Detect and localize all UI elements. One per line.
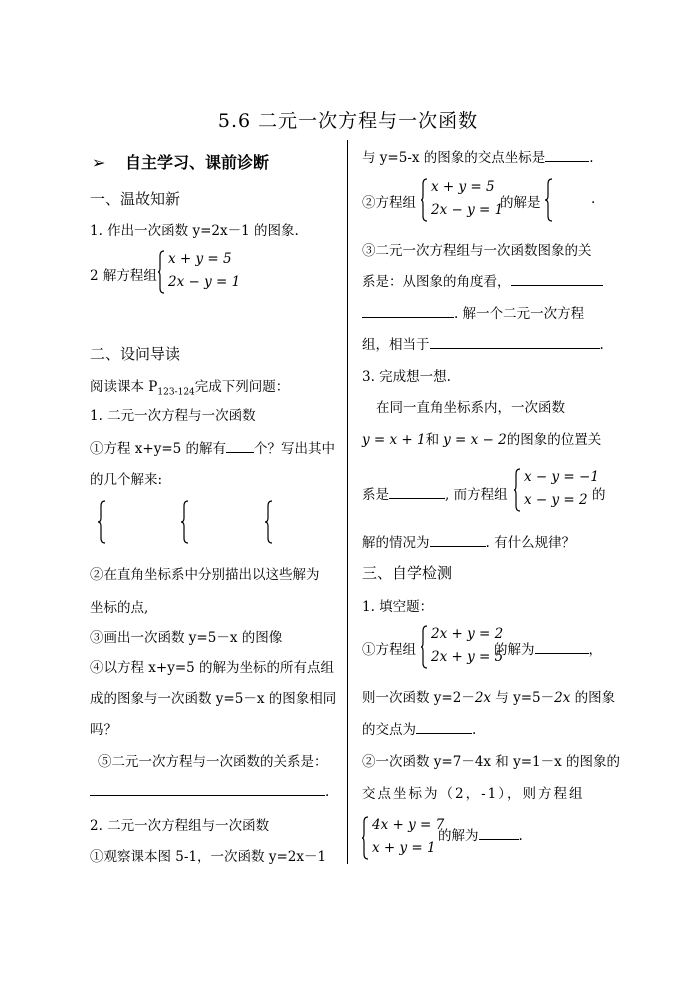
- right-item-5: 在同一直角坐标系内，一次函数: [376, 400, 565, 416]
- right-item-3-cont: 组，相当于 .: [362, 333, 604, 353]
- brace-icon: [98, 500, 106, 544]
- item-5-answer: .: [90, 781, 329, 800]
- equation-system-r2: [421, 178, 504, 222]
- item-2: ②在直角坐标系中分别描出以这些解为: [90, 567, 320, 583]
- equation-line: 2x + y = 2: [431, 626, 504, 642]
- part-1-title: 1. 二元一次方程与一次函数: [90, 408, 256, 424]
- equation-line: x + y = 5: [168, 251, 232, 267]
- item-4: ④以方程 x+y=5 的解为坐标的所有点组: [90, 660, 335, 676]
- brace-icon: [421, 178, 428, 222]
- right-item-2-prefix: ②方程组: [362, 195, 416, 211]
- answer-blank[interactable]: [511, 271, 603, 286]
- brace-icon: [158, 250, 165, 294]
- item-4-cont: 吗？: [90, 722, 117, 738]
- equation-line: x − y = 2: [524, 492, 588, 508]
- answer-blank[interactable]: [362, 303, 454, 318]
- brace-icon: [181, 500, 189, 544]
- item-3: ③画出一次函数 y=5－x 的图像: [90, 630, 283, 646]
- section-review: 一、温故知新: [90, 190, 181, 208]
- heading-text: 自主学习、课前诊断: [124, 153, 269, 172]
- section-guided-reading: 二、设问导读: [90, 345, 181, 363]
- right-item-7-prefix: ①方程组: [362, 642, 416, 658]
- right-item-3: ③二元一次方程组与一次函数图象的关: [362, 243, 592, 259]
- brace-icon: [362, 816, 369, 860]
- item-1-cont: 的几个解来:: [90, 472, 163, 488]
- equation-system-r7: [421, 625, 504, 669]
- right-item-1: 与 y=5-x 的图象的交点坐标是 .: [362, 146, 594, 166]
- equation-system-r10: [362, 816, 445, 860]
- answer-blank[interactable]: [90, 781, 325, 796]
- equation-system-q2: [158, 250, 268, 294]
- brace-icon: [421, 625, 428, 669]
- fill-in-title: 1. 填空题：: [362, 599, 434, 615]
- arrow-icon: ➢: [92, 153, 106, 172]
- brace-icon: [265, 500, 273, 544]
- answer-blank[interactable]: [545, 147, 589, 162]
- column-divider: [347, 140, 348, 864]
- section-self-check: 三、自学检测: [362, 564, 453, 582]
- right-item-3-cont: 系是：从图象的角度看，: [362, 270, 603, 290]
- item-2-cont: 坐标的点,: [90, 600, 149, 616]
- answer-blank[interactable]: [479, 825, 519, 840]
- answer-blank[interactable]: [389, 484, 445, 499]
- equation-line: 2x + y = 5: [431, 649, 504, 665]
- equation-line: x + y = 5: [431, 179, 495, 195]
- right-item-9: ②一次函数 y=7－4x 和 y=1－x 的图象的: [362, 754, 621, 770]
- right-item-9-cont: 交点坐标为（2，-1），则方程组: [362, 786, 585, 802]
- answer-blank[interactable]: [535, 639, 589, 654]
- item-1: ①方程 x+y=5 的解有 个？写出其中: [90, 437, 335, 457]
- part-2-title: 2. 二元一次方程组与一次函数: [90, 818, 270, 834]
- brace-icon: [514, 468, 521, 512]
- right-item-8-cont: 的交点为 .: [362, 718, 476, 738]
- question-1: 1. 作出一次函数 y=2x－1 的图象.: [90, 223, 299, 239]
- right-item-3-cont: . 解一个二元一次方程: [362, 302, 584, 322]
- item-6: ①观察课本图 5-1，一次函数 y=2x－1: [90, 849, 327, 865]
- right-item-7-mid: 的解为 ，: [494, 638, 602, 658]
- equation-system-r5: [514, 468, 599, 512]
- right-item-5-cont: 系是 , 而方程组: [362, 483, 508, 503]
- equation-line: x + y = 1: [372, 840, 436, 856]
- answer-blank[interactable]: [430, 334, 600, 349]
- right-item-5-cont: 解的情况为 . 有什么规律？: [362, 531, 575, 551]
- equation-line: 4x + y = 7: [372, 817, 445, 833]
- question-2-prefix: 2 解方程组: [90, 268, 157, 284]
- right-item-2-end: .: [591, 191, 596, 207]
- answer-blank[interactable]: [416, 719, 472, 734]
- right-item-2-mid: 的解是: [500, 195, 541, 211]
- item-4-cont: 成的图象与一次函数 y=5－x 的图象相同: [90, 691, 337, 707]
- right-item-5-cont: y = x + 1和 y = x − 2的图象的位置关: [362, 432, 602, 448]
- section-heading: [92, 150, 269, 173]
- item-5: ⑤二元一次方程与一次函数的关系是：: [98, 754, 328, 770]
- answer-blank[interactable]: [226, 438, 254, 453]
- right-item-10-mid: 的解为 .: [438, 824, 523, 844]
- right-item-5-end: 的: [592, 487, 606, 503]
- equation-line: 2x − y = 1: [168, 274, 241, 290]
- right-part-3-title: 3. 完成想一想.: [362, 369, 451, 385]
- equation-line: 2x − y = 1: [431, 202, 504, 218]
- answer-blank[interactable]: [430, 532, 486, 547]
- reading-instruction: 阅读课本 $P_{123-124}$完成下列问题：: [90, 379, 290, 398]
- right-item-8: 则一次函数 y=2－2x 与 y=5－2x 的图象: [362, 690, 616, 706]
- brace-icon: [545, 178, 553, 222]
- page-title: 5.6 二元一次方程与一次函数: [217, 110, 479, 132]
- equation-line: x − y = −1: [524, 469, 599, 485]
